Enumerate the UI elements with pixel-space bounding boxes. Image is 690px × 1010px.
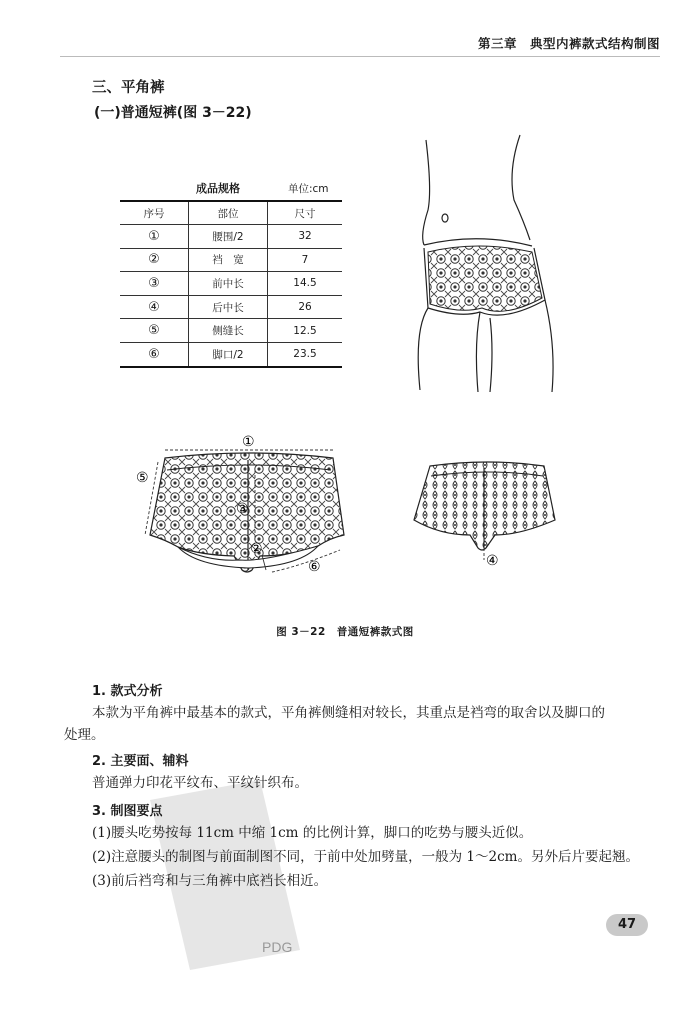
- row-size: 32: [268, 225, 343, 249]
- back-view: [414, 462, 555, 560]
- section-heading-2: 2. 主要面、辅料: [92, 754, 189, 769]
- spec-table-caption: 成品规格: [196, 182, 240, 195]
- section-1-para-1: 本款为平角裤中最基本的款式，平角裤侧缝相对较长，其重点是裆弯的取舍以及脚口的: [92, 705, 605, 721]
- watermark-text: PDG: [262, 939, 293, 955]
- row-size: 23.5: [268, 342, 343, 366]
- back-label-4: ④: [486, 553, 499, 569]
- front-label-5: ⑤: [136, 470, 149, 486]
- section-3-para-2: (2)注意腰头的制图与前面制图不同，于前中处加劈量，一般为 1～2cm。另外后片要起翘。: [92, 849, 639, 865]
- row-no: ③: [120, 272, 189, 296]
- row-part: 脚口/2: [189, 342, 268, 366]
- row-part: 腰围/2: [189, 225, 268, 249]
- front-label-2: ②: [250, 541, 263, 557]
- row-size: 12.5: [268, 319, 343, 343]
- row-part: 前中长: [189, 272, 268, 296]
- body-figure-lace: [428, 246, 542, 311]
- row-part: 侧缝长: [189, 319, 268, 343]
- running-header: 第三章 典型内裤款式结构制图: [477, 36, 660, 51]
- figure-caption: 图 3－22 普通短裤款式图: [276, 626, 414, 638]
- row-size: 26: [268, 295, 343, 319]
- header-part: 部位: [189, 201, 268, 225]
- row-no: ⑤: [120, 319, 189, 343]
- front-label-6: ⑥: [308, 559, 321, 575]
- header-size: 尺寸: [268, 201, 343, 225]
- section-2-para-1: 普通弹力印花平纹布、平纹针织布。: [92, 775, 308, 791]
- spec-table-unit: 单位:cm: [288, 183, 329, 195]
- page-number: 47: [606, 914, 648, 936]
- section-1-para-2: 处理。: [64, 727, 105, 743]
- row-no: ⑥: [120, 342, 189, 366]
- section-3-para-1: (1)腰头吃势按每 11cm 中缩 1cm 的比例计算，脚口的吃势与腰头近似。: [92, 825, 533, 841]
- subsection-title: (一)普通短裤(图 3－22): [94, 105, 252, 121]
- row-size: 14.5: [268, 272, 343, 296]
- section-title: 三、平角裤: [92, 80, 165, 96]
- section-heading-1: 1. 款式分析: [92, 684, 163, 699]
- row-no: ④: [120, 295, 189, 319]
- row-size: 7: [268, 248, 343, 272]
- row-part: 裆 宽: [189, 248, 268, 272]
- row-part: 后中长: [189, 295, 268, 319]
- front-label-1: ①: [242, 434, 255, 450]
- header-no: 序号: [120, 201, 189, 225]
- section-heading-3: 3. 制图要点: [92, 804, 163, 819]
- section-3-para-3: (3)前后裆弯和与三角裤中底裆长相近。: [92, 873, 328, 889]
- row-no: ②: [120, 248, 189, 272]
- front-label-3: ③: [236, 501, 249, 517]
- row-no: ①: [120, 225, 189, 249]
